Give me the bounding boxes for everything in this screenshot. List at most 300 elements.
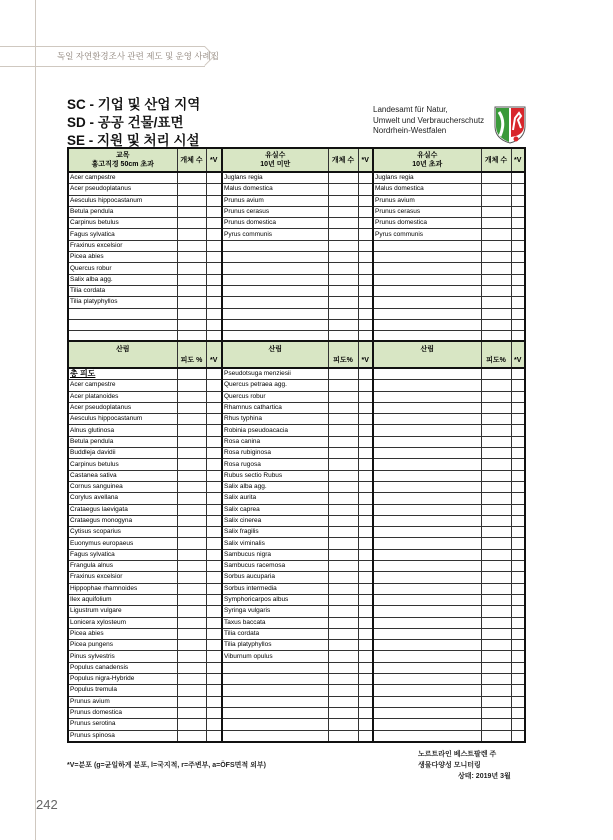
cover-cell[interactable] xyxy=(481,527,511,538)
distribution-cell[interactable] xyxy=(511,229,525,240)
distribution-cell[interactable] xyxy=(358,685,373,696)
distribution-cell[interactable] xyxy=(358,662,373,673)
distribution-cell[interactable] xyxy=(511,172,525,184)
cover-cell[interactable] xyxy=(328,391,358,402)
cover-cell[interactable] xyxy=(328,538,358,549)
distribution-cell[interactable] xyxy=(206,206,222,217)
species-name: Sambucus nigra xyxy=(222,549,328,560)
distribution-cell[interactable] xyxy=(358,229,373,240)
distribution-cell[interactable] xyxy=(358,617,373,628)
distribution-cell[interactable] xyxy=(358,252,373,263)
cover-cell[interactable] xyxy=(177,425,206,436)
distribution-cell[interactable] xyxy=(358,380,373,391)
distribution-cell[interactable] xyxy=(206,240,222,251)
distribution-cell[interactable] xyxy=(511,470,525,481)
count-cell[interactable] xyxy=(481,195,511,206)
distribution-cell[interactable] xyxy=(206,425,222,436)
cover-cell[interactable] xyxy=(328,515,358,526)
agency-line: Umwelt und Verbraucherschutz xyxy=(373,115,485,125)
distribution-cell[interactable] xyxy=(358,707,373,718)
cover-cell[interactable] xyxy=(328,572,358,583)
distribution-cell[interactable] xyxy=(511,640,525,651)
distribution-cell[interactable] xyxy=(511,662,525,673)
distribution-cell[interactable] xyxy=(511,285,525,296)
distribution-cell[interactable] xyxy=(206,319,222,330)
distribution-cell[interactable] xyxy=(206,459,222,470)
cover-cell[interactable] xyxy=(328,594,358,605)
count-cell[interactable] xyxy=(481,285,511,296)
distribution-cell[interactable] xyxy=(511,493,525,504)
distribution-cell[interactable] xyxy=(358,640,373,651)
count-cell[interactable] xyxy=(481,308,511,319)
distribution-cell[interactable] xyxy=(358,448,373,459)
cover-cell[interactable] xyxy=(328,628,358,639)
cover-cell[interactable] xyxy=(328,719,358,730)
cover-cell[interactable] xyxy=(481,425,511,436)
distribution-cell[interactable] xyxy=(511,319,525,330)
distribution-cell[interactable] xyxy=(358,538,373,549)
distribution-cell[interactable] xyxy=(511,368,525,380)
cover-cell[interactable] xyxy=(177,696,206,707)
distribution-cell[interactable] xyxy=(511,184,525,195)
species-name: Euonymus europaeus xyxy=(68,538,177,549)
distribution-cell[interactable] xyxy=(511,252,525,263)
distribution-cell[interactable] xyxy=(511,240,525,251)
cover-cell[interactable] xyxy=(177,380,206,391)
cover-cell[interactable] xyxy=(177,391,206,402)
distribution-cell[interactable] xyxy=(206,628,222,639)
cover-cell[interactable] xyxy=(481,583,511,594)
cover-cell[interactable] xyxy=(177,515,206,526)
cover-cell[interactable] xyxy=(177,448,206,459)
count-cell[interactable] xyxy=(177,297,206,308)
distribution-cell[interactable] xyxy=(511,674,525,685)
count-cell[interactable] xyxy=(177,319,206,330)
distribution-cell[interactable] xyxy=(206,195,222,206)
distribution-cell[interactable] xyxy=(206,549,222,560)
distribution-cell[interactable] xyxy=(358,594,373,605)
species-name: Rubus sectio Rubus xyxy=(222,470,328,481)
cover-cell[interactable] xyxy=(481,391,511,402)
distribution-cell[interactable] xyxy=(206,707,222,718)
distribution-cell[interactable] xyxy=(511,617,525,628)
distribution-cell[interactable] xyxy=(358,504,373,515)
cover-cell[interactable] xyxy=(177,549,206,560)
cover-cell[interactable] xyxy=(481,594,511,605)
cover-cell[interactable] xyxy=(481,561,511,572)
cover-cell[interactable] xyxy=(481,538,511,549)
cover-cell[interactable] xyxy=(177,414,206,425)
count-cell[interactable] xyxy=(328,195,358,206)
count-cell[interactable] xyxy=(177,263,206,274)
distribution-cell[interactable] xyxy=(358,719,373,730)
cover-cell[interactable] xyxy=(177,470,206,481)
cover-cell[interactable] xyxy=(481,402,511,413)
distribution-cell[interactable] xyxy=(206,504,222,515)
distribution-cell[interactable] xyxy=(206,617,222,628)
distribution-cell[interactable] xyxy=(206,470,222,481)
count-cell[interactable] xyxy=(481,206,511,217)
cover-cell[interactable] xyxy=(328,414,358,425)
cover-cell[interactable] xyxy=(177,538,206,549)
distribution-cell[interactable] xyxy=(511,380,525,391)
distribution-cell[interactable] xyxy=(358,240,373,251)
cover-cell[interactable] xyxy=(328,617,358,628)
distribution-cell[interactable] xyxy=(511,707,525,718)
cover-cell[interactable] xyxy=(177,594,206,605)
cover-cell[interactable] xyxy=(481,662,511,673)
distribution-cell[interactable] xyxy=(206,515,222,526)
cover-cell[interactable] xyxy=(177,628,206,639)
cover-cell[interactable] xyxy=(177,707,206,718)
distribution-cell[interactable] xyxy=(206,583,222,594)
count-cell[interactable] xyxy=(177,218,206,229)
distribution-cell[interactable] xyxy=(206,380,222,391)
cover-cell[interactable] xyxy=(328,583,358,594)
count-cell[interactable] xyxy=(481,240,511,251)
cover-cell[interactable] xyxy=(481,651,511,662)
species-name xyxy=(373,594,481,605)
distribution-cell[interactable] xyxy=(206,436,222,447)
cover-cell[interactable] xyxy=(481,696,511,707)
cover-cell[interactable] xyxy=(177,436,206,447)
forest-table xyxy=(67,340,526,743)
distribution-cell[interactable] xyxy=(511,696,525,707)
cover-cell[interactable] xyxy=(481,707,511,718)
count-cell[interactable] xyxy=(177,184,206,195)
distribution-cell[interactable] xyxy=(511,561,525,572)
table-header-row xyxy=(68,148,525,172)
cover-cell[interactable] xyxy=(177,504,206,515)
distribution-cell[interactable] xyxy=(511,628,525,639)
distribution-cell[interactable] xyxy=(206,252,222,263)
distribution-cell[interactable] xyxy=(206,414,222,425)
cover-cell[interactable] xyxy=(481,414,511,425)
distribution-cell[interactable] xyxy=(511,218,525,229)
distribution-cell[interactable] xyxy=(511,730,525,742)
distribution-cell[interactable] xyxy=(358,308,373,319)
distribution-cell[interactable] xyxy=(358,184,373,195)
cover-cell[interactable] xyxy=(328,493,358,504)
distribution-cell[interactable] xyxy=(358,583,373,594)
count-cell[interactable] xyxy=(328,172,358,184)
distribution-cell[interactable] xyxy=(511,719,525,730)
distribution-cell[interactable] xyxy=(358,527,373,538)
distribution-cell[interactable] xyxy=(206,561,222,572)
distribution-cell[interactable] xyxy=(206,308,222,319)
cover-cell[interactable] xyxy=(328,470,358,481)
distribution-cell[interactable] xyxy=(206,448,222,459)
distribution-cell[interactable] xyxy=(358,628,373,639)
distribution-cell[interactable] xyxy=(511,459,525,470)
count-cell[interactable] xyxy=(328,218,358,229)
distribution-cell[interactable] xyxy=(358,561,373,572)
species-name: Populus tremula xyxy=(68,685,177,696)
table-row xyxy=(68,274,525,285)
cover-cell[interactable] xyxy=(328,436,358,447)
cover-cell[interactable] xyxy=(328,707,358,718)
distribution-cell[interactable] xyxy=(511,402,525,413)
distribution-cell[interactable] xyxy=(206,229,222,240)
distribution-cell[interactable] xyxy=(511,538,525,549)
table-row xyxy=(68,572,525,583)
count-cell[interactable] xyxy=(328,229,358,240)
cover-cell[interactable] xyxy=(177,402,206,413)
distribution-cell[interactable] xyxy=(358,274,373,285)
cover-cell[interactable] xyxy=(481,606,511,617)
distribution-cell[interactable] xyxy=(206,538,222,549)
distribution-cell[interactable] xyxy=(206,527,222,538)
cover-cell[interactable] xyxy=(328,448,358,459)
count-cell[interactable] xyxy=(481,297,511,308)
distribution-cell[interactable] xyxy=(206,402,222,413)
distribution-cell[interactable] xyxy=(358,696,373,707)
cover-cell[interactable] xyxy=(328,674,358,685)
count-cell[interactable] xyxy=(328,285,358,296)
distribution-cell[interactable] xyxy=(511,527,525,538)
cover-cell[interactable] xyxy=(177,719,206,730)
distribution-cell[interactable] xyxy=(358,549,373,560)
distribution-cell[interactable] xyxy=(206,640,222,651)
count-cell[interactable] xyxy=(177,252,206,263)
cover-cell[interactable] xyxy=(481,572,511,583)
distribution-cell[interactable] xyxy=(206,572,222,583)
distribution-cell[interactable] xyxy=(511,206,525,217)
distribution-cell[interactable] xyxy=(358,285,373,296)
count-cell[interactable] xyxy=(177,172,206,184)
distribution-cell[interactable] xyxy=(511,606,525,617)
distribution-cell[interactable] xyxy=(511,391,525,402)
cover-cell[interactable] xyxy=(177,640,206,651)
count-cell[interactable] xyxy=(481,319,511,330)
distribution-cell[interactable] xyxy=(511,414,525,425)
species-name xyxy=(222,285,328,296)
cover-cell[interactable] xyxy=(481,448,511,459)
distribution-cell[interactable] xyxy=(358,674,373,685)
distribution-cell[interactable] xyxy=(358,470,373,481)
cover-cell[interactable] xyxy=(481,459,511,470)
distribution-cell[interactable] xyxy=(511,685,525,696)
distribution-cell[interactable] xyxy=(511,297,525,308)
distribution-cell[interactable] xyxy=(511,308,525,319)
count-cell[interactable] xyxy=(481,218,511,229)
count-cell[interactable] xyxy=(328,240,358,251)
distribution-cell[interactable] xyxy=(358,606,373,617)
distribution-cell[interactable] xyxy=(358,218,373,229)
cover-cell[interactable] xyxy=(481,719,511,730)
distribution-cell[interactable] xyxy=(511,195,525,206)
distribution-cell[interactable] xyxy=(511,481,525,492)
cover-cell[interactable] xyxy=(481,628,511,639)
table-row xyxy=(68,240,525,251)
distribution-cell[interactable] xyxy=(206,696,222,707)
cover-cell[interactable] xyxy=(481,617,511,628)
count-cell[interactable] xyxy=(328,319,358,330)
distribution-cell[interactable] xyxy=(358,319,373,330)
distribution-cell[interactable] xyxy=(206,274,222,285)
distribution-cell[interactable] xyxy=(206,493,222,504)
distribution-cell[interactable] xyxy=(511,263,525,274)
distribution-cell[interactable] xyxy=(511,515,525,526)
distribution-cell[interactable] xyxy=(358,651,373,662)
cover-cell[interactable] xyxy=(481,730,511,742)
count-cell[interactable] xyxy=(328,263,358,274)
count-cell[interactable] xyxy=(177,274,206,285)
distribution-cell[interactable] xyxy=(206,297,222,308)
count-cell[interactable] xyxy=(481,172,511,184)
distribution-cell[interactable] xyxy=(358,493,373,504)
cover-cell[interactable] xyxy=(177,481,206,492)
cover-cell[interactable] xyxy=(177,459,206,470)
count-cell[interactable] xyxy=(328,252,358,263)
count-cell[interactable] xyxy=(328,297,358,308)
cover-cell[interactable] xyxy=(328,425,358,436)
cover-cell[interactable] xyxy=(328,527,358,538)
cover-cell[interactable] xyxy=(481,436,511,447)
distribution-cell[interactable] xyxy=(206,719,222,730)
cover-cell[interactable] xyxy=(481,504,511,515)
distribution-cell[interactable] xyxy=(206,263,222,274)
distribution-cell[interactable] xyxy=(206,368,222,380)
cover-cell[interactable] xyxy=(177,617,206,628)
distribution-cell[interactable] xyxy=(511,448,525,459)
count-cell[interactable] xyxy=(328,274,358,285)
cover-cell[interactable] xyxy=(177,730,206,742)
distribution-cell[interactable] xyxy=(358,414,373,425)
distribution-cell[interactable] xyxy=(358,515,373,526)
count-cell[interactable] xyxy=(328,206,358,217)
cover-cell[interactable] xyxy=(177,572,206,583)
cover-cell[interactable] xyxy=(328,481,358,492)
distribution-cell[interactable] xyxy=(511,274,525,285)
distribution-cell[interactable] xyxy=(358,436,373,447)
species-name xyxy=(222,662,328,673)
cover-cell[interactable] xyxy=(177,662,206,673)
distribution-cell[interactable] xyxy=(511,549,525,560)
species-name: Pyrus communis xyxy=(222,229,328,240)
cover-cell[interactable] xyxy=(328,662,358,673)
count-cell[interactable] xyxy=(177,308,206,319)
cover-cell[interactable] xyxy=(328,549,358,560)
cover-cell[interactable] xyxy=(481,674,511,685)
species-name xyxy=(373,662,481,673)
cover-cell[interactable] xyxy=(328,696,358,707)
distribution-cell[interactable] xyxy=(358,172,373,184)
distribution-cell[interactable] xyxy=(206,730,222,742)
distribution-cell[interactable] xyxy=(511,436,525,447)
distribution-cell[interactable] xyxy=(358,263,373,274)
distribution-cell[interactable] xyxy=(206,685,222,696)
cover-cell[interactable] xyxy=(177,527,206,538)
cover-cell[interactable] xyxy=(481,685,511,696)
count-cell[interactable] xyxy=(481,252,511,263)
cover-cell[interactable] xyxy=(177,606,206,617)
cover-cell[interactable] xyxy=(177,651,206,662)
cover-cell[interactable] xyxy=(481,470,511,481)
distribution-cell[interactable] xyxy=(358,425,373,436)
count-cell[interactable] xyxy=(481,184,511,195)
count-cell[interactable] xyxy=(328,308,358,319)
cover-cell[interactable] xyxy=(481,515,511,526)
distribution-cell[interactable] xyxy=(206,651,222,662)
count-cell[interactable] xyxy=(481,263,511,274)
distribution-cell[interactable] xyxy=(358,402,373,413)
cover-cell[interactable] xyxy=(481,380,511,391)
distribution-cell[interactable] xyxy=(358,481,373,492)
distribution-cell[interactable] xyxy=(206,481,222,492)
cover-cell[interactable] xyxy=(177,561,206,572)
cover-cell[interactable] xyxy=(177,685,206,696)
cover-cell[interactable] xyxy=(177,368,206,380)
distribution-cell[interactable] xyxy=(358,391,373,402)
count-cell[interactable] xyxy=(481,274,511,285)
cover-cell[interactable] xyxy=(328,368,358,380)
distribution-cell[interactable] xyxy=(511,504,525,515)
cover-cell[interactable] xyxy=(481,640,511,651)
cover-cell[interactable] xyxy=(481,549,511,560)
distribution-cell[interactable] xyxy=(206,662,222,673)
distribution-cell[interactable] xyxy=(358,206,373,217)
distribution-cell[interactable] xyxy=(358,368,373,380)
distribution-cell[interactable] xyxy=(358,730,373,742)
distribution-cell[interactable] xyxy=(206,391,222,402)
table-row xyxy=(68,504,525,515)
cover-cell[interactable] xyxy=(328,504,358,515)
distribution-cell[interactable] xyxy=(206,184,222,195)
count-cell[interactable] xyxy=(177,206,206,217)
distribution-cell[interactable] xyxy=(358,195,373,206)
distribution-cell[interactable] xyxy=(511,583,525,594)
cover-cell[interactable] xyxy=(328,459,358,470)
cover-cell[interactable] xyxy=(328,606,358,617)
cover-cell[interactable] xyxy=(481,493,511,504)
distribution-cell[interactable] xyxy=(206,674,222,685)
distribution-cell[interactable] xyxy=(511,651,525,662)
count-cell[interactable] xyxy=(177,285,206,296)
cover-cell[interactable] xyxy=(177,493,206,504)
cover-cell[interactable] xyxy=(177,583,206,594)
count-cell[interactable] xyxy=(177,195,206,206)
distribution-cell[interactable] xyxy=(511,425,525,436)
distribution-cell[interactable] xyxy=(511,594,525,605)
distribution-cell[interactable] xyxy=(358,572,373,583)
count-cell[interactable] xyxy=(328,184,358,195)
cover-cell[interactable] xyxy=(328,380,358,391)
distribution-cell[interactable] xyxy=(206,594,222,605)
cover-cell[interactable] xyxy=(328,685,358,696)
distribution-cell[interactable] xyxy=(511,572,525,583)
distribution-cell[interactable] xyxy=(358,297,373,308)
cover-cell[interactable] xyxy=(481,481,511,492)
distribution-cell[interactable] xyxy=(206,172,222,184)
distribution-cell[interactable] xyxy=(206,218,222,229)
species-name xyxy=(373,606,481,617)
count-cell[interactable] xyxy=(177,240,206,251)
cover-cell[interactable] xyxy=(177,674,206,685)
cover-cell[interactable] xyxy=(481,368,511,380)
cover-cell[interactable] xyxy=(328,402,358,413)
distribution-cell[interactable] xyxy=(206,606,222,617)
cover-cell[interactable] xyxy=(328,640,358,651)
distribution-cell[interactable] xyxy=(206,285,222,296)
count-cell[interactable] xyxy=(177,229,206,240)
cover-cell[interactable] xyxy=(328,561,358,572)
distribution-cell[interactable] xyxy=(358,459,373,470)
cover-cell[interactable] xyxy=(328,651,358,662)
cover-cell[interactable] xyxy=(328,730,358,742)
count-cell[interactable] xyxy=(481,229,511,240)
table-row xyxy=(68,308,525,319)
